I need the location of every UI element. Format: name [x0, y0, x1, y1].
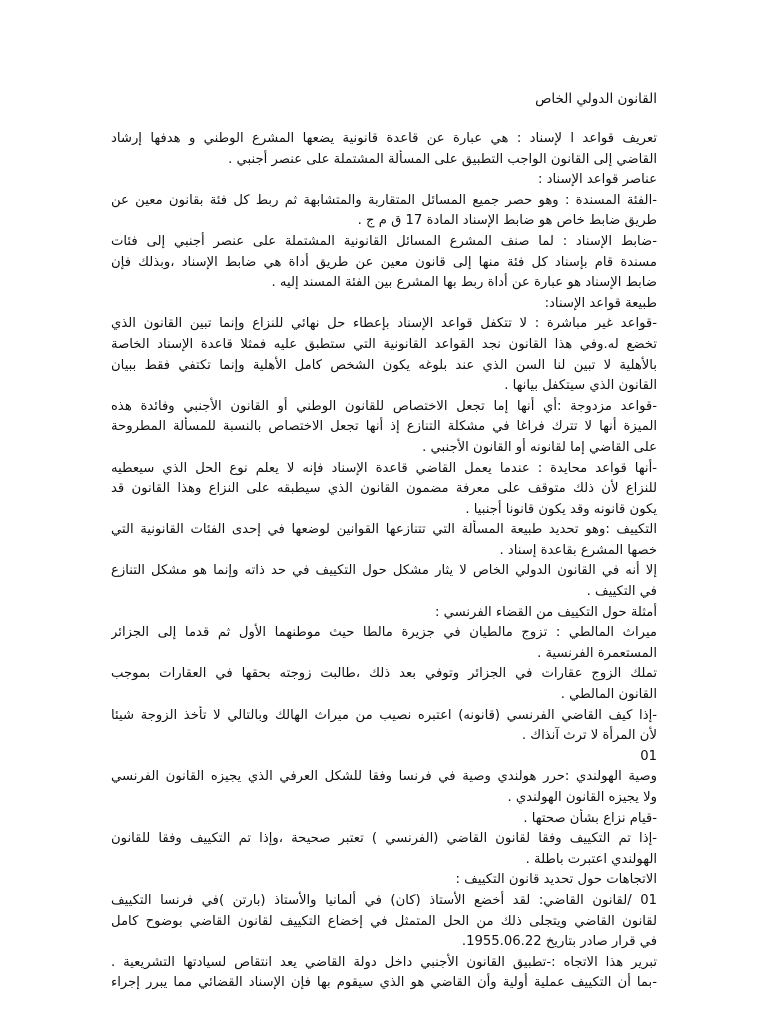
- text-line: على القاضي إما لقانونه أو القانون الأجنبي .: [422, 439, 657, 455]
- text-line: تعريف قواعد ا لإسناد : هي عبارة عن قاعدة قانونية يضعها المشرع الوطني و هدفها إرشاد: [111, 131, 657, 146]
- text-line: القانون الذي سيتكفل بيانها .: [504, 378, 657, 394]
- document-title: القانون الدولي الخاص: [535, 91, 657, 107]
- text-line: تخضع له.وفي هذا القانون نجد القواعد القانونية التي ستطبق عليه فمثلا قاعدة الإسناد الخاصة: [111, 336, 657, 352]
- text-line: المستعمرة الفرنسية .: [537, 645, 657, 661]
- text-line: يكون قانونه وقد يكون قانونا أجنبيا .: [465, 501, 657, 517]
- text-line: خصها المشرع بقاعدة إسناد .: [499, 542, 657, 558]
- text-line: في التكييف .: [586, 584, 657, 600]
- text-line: تملك الزوج عقارات في الجزائر وتوفي بعد ذلك ،طالبت زوجته بحقها في العقارات بموجب: [111, 666, 657, 682]
- text-line: القانون المالطي .: [560, 687, 657, 703]
- text-line: أمثلة حول التكييف من القضاء الفرنسي :: [434, 604, 657, 620]
- text-line: تبرير هذا الاتجاه :-تطبيق القانون الأجنبي داخل دولة القاضي يعد انتقاص لسيادتها التشريعية .: [111, 954, 657, 970]
- text-line: -بما أن التكييف عملية أولية وأن القاضي هو الذي سيقوم بها فإن الإسناد القضائي مما يبرر إجراء: [111, 975, 657, 991]
- text-line: -إذا تم التكييف وفقا لقانون القاضي (الفرنسي ) تعتبر صحيحة ،وإذا تم التكييف وفقا للقانون: [111, 831, 657, 847]
- text-line: الميزة أنها لا تترك فراغا في مشكلة التنازع إذ أنها تجعل الاختصاص بالنسبة للمسألة المطروحة: [111, 419, 657, 435]
- text-line: وصية الهولندي :حرر هولندي وصية في فرنسا وفقا للشكل العرفي الذي يجيزه القانون الفرنسي: [111, 769, 657, 785]
- text-line: -ضابط الإسناد : لما صنف المشرع المسائل القانونية المشتملة على عنصر أجنبي إلى فئات: [111, 233, 657, 249]
- text-line: الهولندي اعتبرت باطلة .: [525, 851, 657, 867]
- text-line: القاضي إلى القانون الواجب التطبيق على المسألة المشتملة على عنصر أجنبي .: [228, 151, 657, 167]
- text-line: -أنها قواعد محايدة : عندما يعمل القاضي قاعدة الإسناد فإنه لا يعلم نوع الحل الذي سيعطيه: [111, 460, 657, 476]
- text-line: إلا أنه في القانون الدولي الخاص لا يثار مشكل حول التكييف في حد ذاته وإنما هو مشكل التنازع: [111, 563, 657, 579]
- text-line: لقانون القاضي ويتجلى ذلك من الحل المتمثل في إخضاع التكييف لقانون القاضي بوضوح كامل: [111, 913, 657, 929]
- text-line: 01: [640, 748, 657, 764]
- text-line: -قواعد غير مباشرة : لا تتكفل قواعد الإسناد بإعطاء حل نهائي للنزاع وإنما تبين القانون الذي: [111, 316, 657, 332]
- text-line: 01 /لقانون القاضي: لقد أخضع الأستاذ (كان) في ألمانيا والأستاذ (بارتن )في فرنسا التكييف: [111, 892, 657, 908]
- text-line: -الفئة المسندة : وهو حصر جميع المسائل المتقاربة والمتشابهة ثم ربط كل فئة بقانون معين عن: [111, 192, 657, 208]
- text-line: ميراث المالطي : تزوج مالطيان في جزيرة مالطا حيث موطنهما الأول ثم قدما إلى الجزائر: [111, 625, 657, 641]
- document-body: [111, 129, 657, 994]
- text-line: ولا يجيزه القانون الهولندي .: [507, 790, 657, 805]
- text-line: للنزاع لأن ذلك متوقف على معرفة مضمون القانون الذي سيطبقه على النزاع وهذا القانون قد: [111, 481, 657, 497]
- text-line: عناصر قواعد الإسناد :: [537, 172, 657, 188]
- text-line: -قيام نزاع بشأن صحتها .: [523, 810, 657, 826]
- text-line: بالأهلية لا تبين لنا السن الذي عند بلوغه يكون الشخص كامل الأهلية وإنما تكتفي فقط ببيان: [111, 357, 657, 373]
- text-line: طريق ضابط خاص هو ضابط الإسناد المادة 17 ق م ج .: [357, 213, 657, 229]
- text-line: -إذا كيف القاضي الفرنسي (قانونه) اعتبره نصيب من ميراث الهالك وبالتالي لا تأخذ الزوجة شيئا: [111, 707, 657, 723]
- text-line: طبيعة قواعد الإسناد:: [544, 295, 657, 311]
- text-line: لأن المرأة لا ترث آنذاك .: [521, 728, 657, 744]
- text-line: -قواعد مزدوجة :أي أنها إما تجعل الاختصاص للقانون الوطني أو القانون الأجنبي وفائدة هذه: [111, 398, 657, 414]
- text-line: مسندة قام بإسناد كل فئة منها إلى قانون معين عن طريق أداة هي ضابط الإسناد ،وبذلك فإن: [111, 254, 657, 270]
- text-line: الاتجاهات حول تحديد قانون التكييف :: [455, 872, 657, 888]
- text-line: ضابط الإسناد هو عبارة عن أداة ربط بها المشرع بين الفئة المسند إليه .: [271, 275, 657, 291]
- text-line: التكييف :وهو تحديد طبيعة المسألة التي تتنازعها القوانين لوضعها في إحدى الفئات القانونية التي: [111, 522, 657, 538]
- text-line: في قرار صادر بتاريخ 1955.06.22.: [461, 934, 657, 950]
